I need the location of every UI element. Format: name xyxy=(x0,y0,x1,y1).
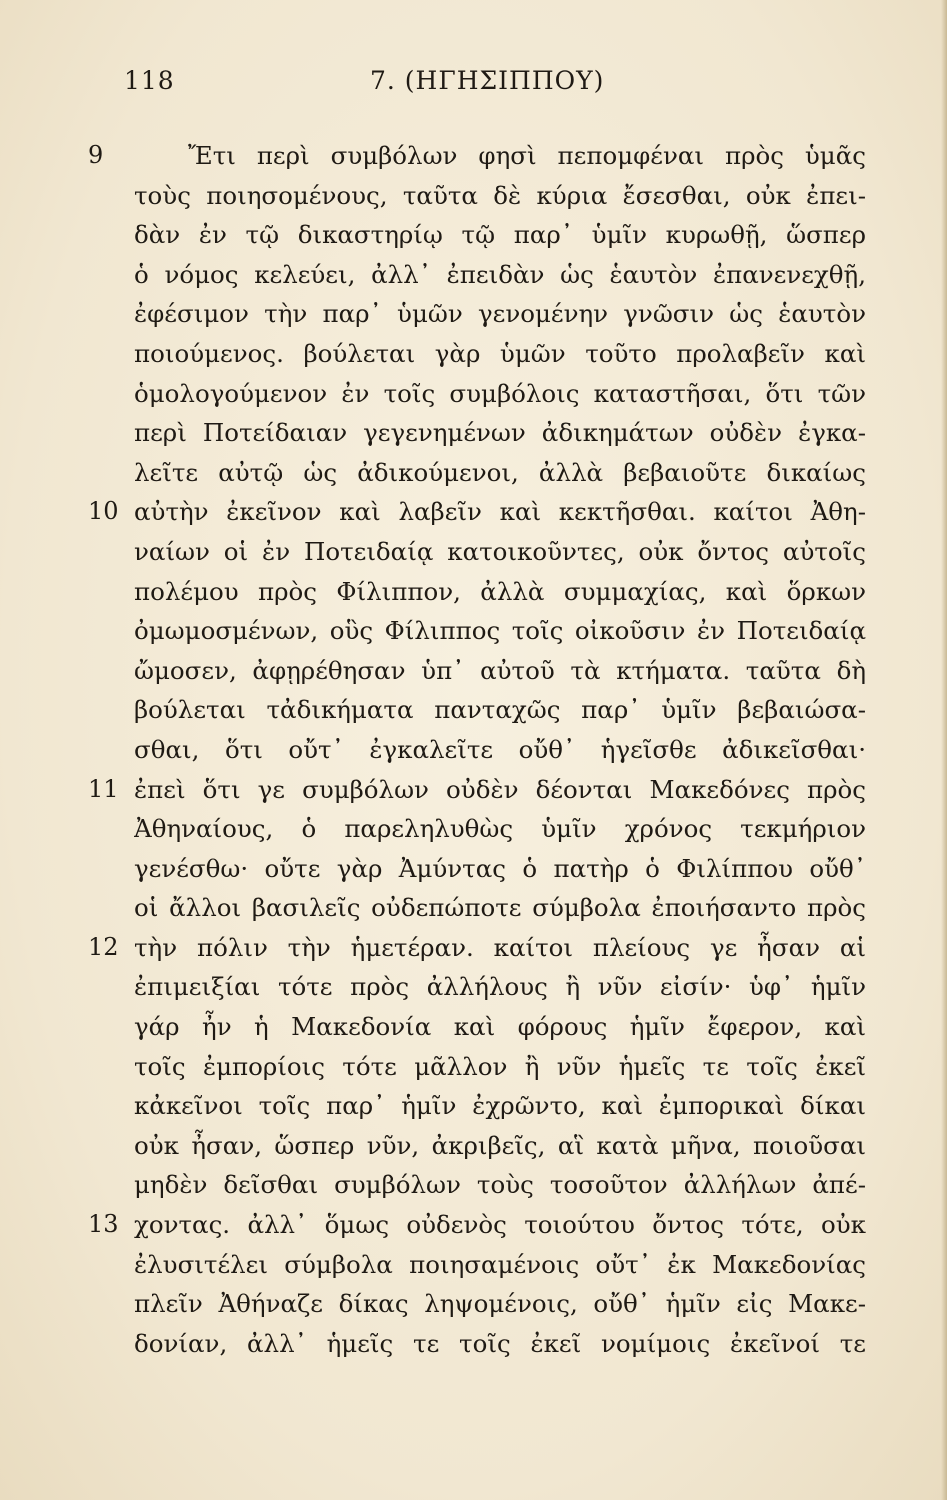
text-line xyxy=(0,136,947,176)
page-number: 118 xyxy=(124,66,175,95)
text-line xyxy=(0,651,947,691)
text-line xyxy=(0,374,947,414)
line-text: βούλεται τἀδικήματα πανταχῶς παρ᾽ ὑμῖν βεβαιώσα- xyxy=(134,695,866,725)
text-line xyxy=(0,532,947,572)
line-text: σθαι, ὅτι οὔτ᾽ ἐγκαλεῖτε οὔθ᾽ ἡγεῖσθε ἀδικεῖσθαι· xyxy=(134,734,866,764)
text-line xyxy=(0,1165,947,1205)
text-line xyxy=(0,690,947,730)
text-line xyxy=(0,1284,947,1324)
text-line xyxy=(0,1205,947,1245)
text-line xyxy=(0,215,947,255)
text-line xyxy=(0,770,947,810)
line-text: ποιούμενος. βούλεται γὰρ ὑμῶν τοῦτο προλαβεῖν καὶ xyxy=(134,338,866,368)
line-text: δὰν ἐν τῷ δικαστηρίῳ τῷ παρ᾽ ὑμῖν κυρωθῇ, ὥσπερ xyxy=(134,220,866,250)
line-text: πολέμου πρὸς Φίλιππον, ἀλλὰ συμμαχίας, καὶ ὅρκων xyxy=(134,576,866,606)
line-text: πλεῖν Ἀθήναζε δίκας ληψομένοις, οὔθ᾽ ἡμῖν εἰς Μακε- xyxy=(134,1289,866,1319)
line-text: ἐπεὶ ὅτι γε συμβόλων οὐδὲν δέονται Μακεδόνες πρὸς xyxy=(134,774,866,804)
line-text: ὁμολογούμενον ἐν τοῖς συμβόλοις καταστῆσαι, ὅτι τῶν xyxy=(134,378,866,408)
section-number: 9 xyxy=(88,141,104,169)
text-line xyxy=(0,1047,947,1087)
text-line xyxy=(0,611,947,651)
line-text: ἐφέσιμον τὴν παρ᾽ ὑμῶν γενομένην γνῶσιν ὡς ἑαυτὸν xyxy=(134,299,866,329)
line-text: ὀμωμοσμένων, οὓς Φίλιππος τοῖς οἰκοῦσιν ἐν Ποτειδαίᾳ xyxy=(134,616,866,646)
text-line xyxy=(0,255,947,295)
section-number: 12 xyxy=(88,932,119,961)
text-body xyxy=(0,136,947,1363)
line-text: Ἔτι περὶ συμβόλων φησὶ πεπομφέναι πρὸς ὑμᾶς xyxy=(188,141,866,170)
text-line xyxy=(0,1245,947,1285)
text-line xyxy=(0,730,947,770)
text-line xyxy=(0,888,947,928)
text-line xyxy=(0,849,947,889)
line-text: περὶ Ποτείδαιαν γεγενημένων ἀδικημάτων οὐδὲν ἐγκα- xyxy=(134,418,866,448)
line-text: γάρ ἦν ἡ Μακεδονία καὶ φόρους ἡμῖν ἔφερον, καὶ xyxy=(134,1012,866,1042)
line-text: ναίων οἱ ἐν Ποτειδαίᾳ κατοικοῦντες, οὐκ ὄντος αὐτοῖς xyxy=(134,536,866,566)
line-text: ἐλυσιτέλει σύμβολα ποιησαμένοις οὔτ᾽ ἐκ Μακεδονίας xyxy=(134,1249,866,1279)
text-line xyxy=(0,928,947,968)
page-header xyxy=(0,66,947,106)
line-text: λεῖτε αὐτῷ ὡς ἀδικούμενοι, ἀλλὰ βεβαιοῦτε δικαίως xyxy=(134,457,866,487)
text-line xyxy=(0,572,947,612)
line-text: κἀκεῖνοι τοῖς παρ᾽ ἡμῖν ἐχρῶντο, καὶ ἐμπορικαὶ δίκαι xyxy=(134,1091,866,1121)
text-line xyxy=(0,492,947,532)
text-line xyxy=(0,334,947,374)
line-text: δονίαν, ἀλλ᾽ ἡμεῖς τε τοῖς ἐκεῖ νομίμοις ἐκεῖνοί τε xyxy=(134,1328,866,1358)
text-line xyxy=(0,413,947,453)
text-line xyxy=(0,453,947,493)
line-text: τοῖς ἐμπορίοις τότε μᾶλλον ἢ νῦν ἡμεῖς τε τοῖς ἐκεῖ xyxy=(134,1051,866,1081)
section-number: 10 xyxy=(88,497,119,526)
section-number: 13 xyxy=(88,1210,119,1239)
line-text: τοὺς ποιησομένους, ταῦτα δὲ κύρια ἔσεσθαι, οὐκ ἐπει- xyxy=(134,180,866,210)
line-text: τὴν πόλιν τὴν ἡμετέραν. καίτοι πλείους γε ἦσαν αἱ xyxy=(134,932,866,962)
line-text: μηδὲν δεῖσθαι συμβόλων τοὺς τοσοῦτον ἀλλήλων ἀπέ- xyxy=(134,1170,866,1200)
section-number: 11 xyxy=(88,774,119,803)
text-line xyxy=(0,967,947,1007)
text-line xyxy=(0,294,947,334)
line-text: ὁ νόμος κελεύει, ἀλλ᾽ ἐπειδὰν ὡς ἑαυτὸν ἐπανενεχθῇ, xyxy=(134,259,866,289)
line-text: αὐτὴν ἐκεῖνον καὶ λαβεῖν καὶ κεκτῆσθαι. καίτοι Ἀθη- xyxy=(134,497,866,527)
text-line xyxy=(0,1086,947,1126)
text-line xyxy=(0,1324,947,1364)
running-title: 7. (ΗΓΗΣΙΠΠΟΥ) xyxy=(370,66,605,95)
text-line xyxy=(0,809,947,849)
line-text: Ἀθηναίους, ὁ παρεληλυθὼς ὑμῖν χρόνος τεκμήριον xyxy=(134,814,866,844)
line-text: οὐκ ἦσαν, ὥσπερ νῦν, ἀκριβεῖς, αἳ κατὰ μῆνα, ποιοῦσαι xyxy=(134,1130,866,1160)
line-text: γενέσθω· οὔτε γὰρ Ἀμύντας ὁ πατὴρ ὁ Φιλίππου οὔθ᾽ xyxy=(134,853,866,883)
line-text: χοντας. ἀλλ᾽ ὅμως οὐδενὸς τοιούτου ὄντος τότε, οὐκ xyxy=(134,1210,866,1240)
text-line xyxy=(0,1126,947,1166)
text-line xyxy=(0,1007,947,1047)
line-text: ἐπιμειξίαι τότε πρὸς ἀλλήλους ἢ νῦν εἰσίν· ὑφ᾽ ἡμῖν xyxy=(134,972,866,1002)
line-text: ὤμοσεν, ἀφῃρέθησαν ὑπ᾽ αὐτοῦ τὰ κτήματα. ταῦτα δὴ xyxy=(134,655,866,685)
text-line xyxy=(0,176,947,216)
line-text: οἱ ἄλλοι βασιλεῖς οὐδεπώποτε σύμβολα ἐποιήσαντο πρὸς xyxy=(134,893,866,923)
